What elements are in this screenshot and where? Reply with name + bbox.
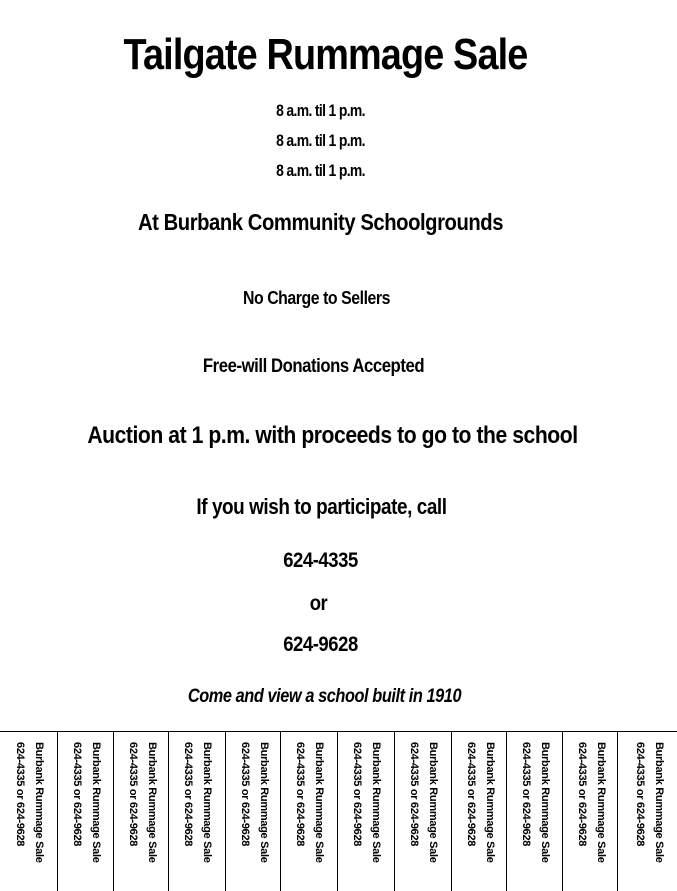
tab-phones: 624-4335 or 624-9628 bbox=[127, 742, 139, 847]
tab-title: Burbank Rummage Sale bbox=[313, 742, 325, 863]
tab-phones: 624-4335 or 624-9628 bbox=[351, 742, 363, 847]
auction-notice: Auction at 1 p.m. with proceeds to go to the school bbox=[87, 422, 578, 449]
sale-time: 8 a.m. til 1 p.m. bbox=[276, 131, 365, 150]
no-charge-notice: No Charge to Sellers bbox=[242, 288, 390, 308]
tab-phones: 624-4335 or 624-9628 bbox=[182, 742, 194, 847]
tear-off-tab[interactable] bbox=[168, 732, 223, 891]
tab-title: Burbank Rummage Sale bbox=[370, 742, 382, 863]
tear-off-tab[interactable] bbox=[113, 732, 168, 891]
or-separator: or bbox=[309, 592, 328, 615]
sale-time: 8 a.m. til 1 p.m. bbox=[276, 101, 365, 120]
tab-title: Burbank Rummage Sale bbox=[146, 742, 158, 863]
tab-phones: 624-4335 or 624-9628 bbox=[465, 742, 477, 847]
tab-phones: 624-4335 or 624-9628 bbox=[294, 742, 306, 847]
tab-phones: 624-4335 or 624-9628 bbox=[520, 742, 532, 847]
tear-off-tab[interactable] bbox=[451, 732, 506, 891]
tab-phones: 624-4335 or 624-9628 bbox=[71, 742, 83, 847]
tagline: Come and view a school built in 1910 bbox=[187, 686, 462, 707]
tab-title: Burbank Rummage Sale bbox=[539, 742, 551, 863]
tear-off-strip bbox=[0, 731, 677, 891]
tear-off-tab[interactable] bbox=[562, 732, 617, 891]
tear-off-tab[interactable] bbox=[394, 732, 449, 891]
tab-phones: 624-4335 or 624-9628 bbox=[13, 742, 26, 847]
tab-phones: 624-4335 or 624-9628 bbox=[239, 742, 251, 847]
tab-title: Burbank Rummage Sale bbox=[595, 742, 607, 863]
tab-phones: 624-4335 or 624-9628 bbox=[576, 742, 588, 847]
tear-off-tab[interactable] bbox=[57, 732, 112, 891]
tab-phones: 624-4335 or 624-9628 bbox=[633, 742, 646, 847]
tab-title: Burbank Rummage Sale bbox=[32, 742, 45, 863]
tear-off-tab[interactable] bbox=[506, 732, 561, 891]
tab-title: Burbank Rummage Sale bbox=[258, 742, 270, 863]
tab-title: Burbank Rummage Sale bbox=[652, 742, 665, 863]
sale-location: At Burbank Community Schoolgrounds bbox=[137, 209, 504, 235]
tab-title: Burbank Rummage Sale bbox=[201, 742, 213, 863]
phone-number-1: 624-4335 bbox=[283, 549, 358, 572]
donations-notice: Free-will Donations Accepted bbox=[202, 356, 425, 377]
tear-off-tab[interactable] bbox=[280, 732, 335, 891]
flyer-title: Tailgate Rummage Sale bbox=[123, 30, 528, 79]
sale-time: 8 a.m. til 1 p.m. bbox=[276, 161, 365, 180]
tab-title: Burbank Rummage Sale bbox=[90, 742, 102, 863]
tear-off-tab[interactable] bbox=[337, 732, 392, 891]
tear-off-tab[interactable] bbox=[225, 732, 280, 891]
tab-title: Burbank Rummage Sale bbox=[484, 742, 496, 863]
phone-number-2: 624-9628 bbox=[283, 633, 358, 656]
tab-phones: 624-4335 or 624-9628 bbox=[408, 742, 420, 847]
tab-title: Burbank Rummage Sale bbox=[427, 742, 439, 863]
tear-off-tab[interactable] bbox=[0, 732, 55, 891]
tear-off-tab[interactable] bbox=[617, 732, 677, 891]
participate-callout: If you wish to participate, call bbox=[196, 494, 447, 519]
